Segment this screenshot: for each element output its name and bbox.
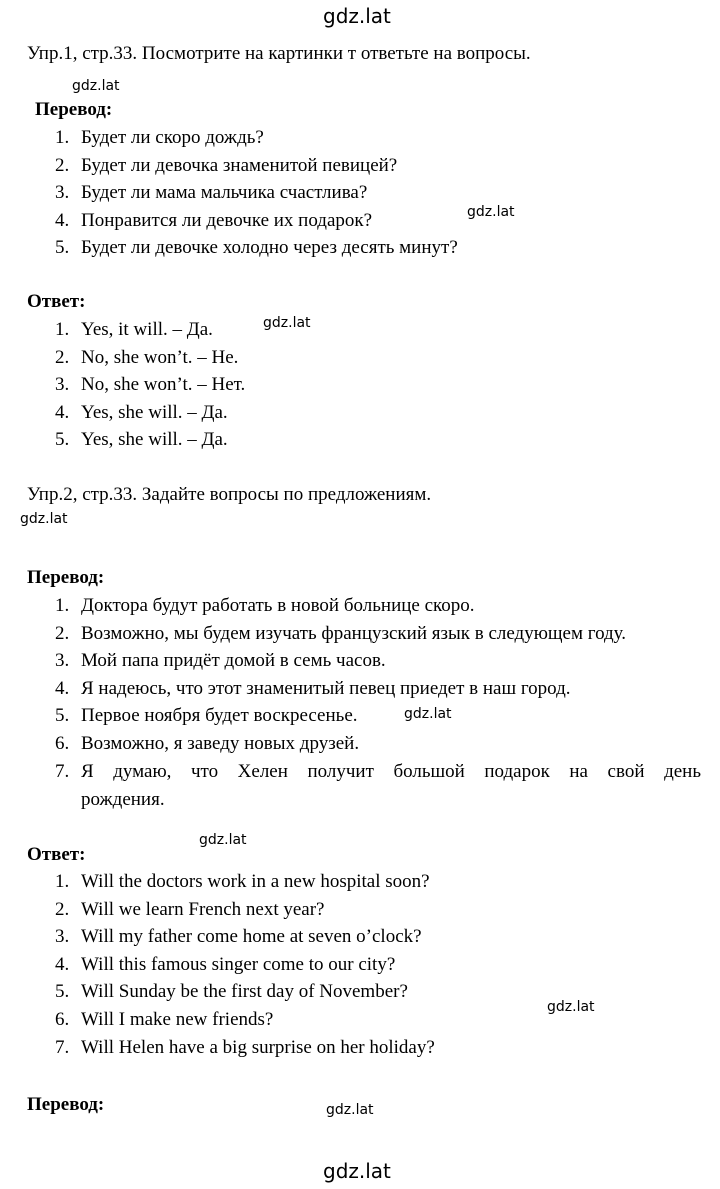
list-item: 5. Yes, she will. – Да. [55,429,228,451]
list-item: 5. Будет ли девочке холодно через десять минут? [55,237,458,259]
watermark: gdz.lat [404,706,452,722]
list-item: 3. Мой папа придёт домой в семь часов. [55,650,386,672]
list-item: 6. Will I make new friends? [55,1008,274,1030]
list-item: 2. Будет ли девочка знаменитой певицей? [55,154,398,176]
watermark: gdz.lat [199,832,247,848]
exercise-1-title: Упр.1, стр.33. Посмотрите на картинки т ответьте на вопросы. [27,43,531,64]
watermark: gdz.lat [20,511,68,527]
exercise-2-answer-heading: Ответ: [27,844,86,865]
exercise-2-title: Упр.2, стр.33. Задайте вопросы по предложениям. [27,484,432,505]
list-item: 3. Will my father come home at seven o’clock? [55,926,422,948]
exercise-1-translation-heading: Перевод: [35,99,113,120]
list-item: 1. Will the doctors work in a new hospital soon? [55,871,430,892]
list-item: 4. Yes, she will. – Да. [55,401,228,423]
list-item: 2. Will we learn French next year? [55,898,325,920]
list-item: 7. Я думаю, что Хелен получит большой подарок на свой день рождения. [55,760,701,810]
list-item: 3. Будет ли мама мальчика счастлива? [55,182,368,204]
list-item: 5. Will Sunday be the first day of November? [55,981,408,1003]
list-item: 2. No, she won’t. – Не. [55,346,239,368]
list-item: 3. No, she won’t. – Нет. [55,374,246,396]
list-item: 5. Первое ноября будет воскресенье. [55,705,358,727]
watermark-bottom: gdz.lat [323,1159,391,1183]
list-item: 1. Будет ли скоро дождь? [55,127,264,148]
list-item: 4. Я надеюсь, что этот знаменитый певец приедет в наш город. [55,677,571,699]
list-item: 4. Will this famous singer come to our city? [55,953,396,975]
watermark: gdz.lat [467,204,515,220]
exercise-2-answer-list [55,868,435,1061]
exercise-2-translation-list [55,592,701,814]
watermark: gdz.lat [72,78,120,94]
watermark-top: gdz.lat [323,4,391,28]
exercise-1-answer-heading: Ответ: [27,291,86,312]
list-item: 6. Возможно, я заведу новых друзей. [55,732,360,754]
list-item: 7. Will Helen have a big surprise on her holiday? [55,1036,435,1058]
exercise-1-answer-list [55,316,245,454]
watermark: gdz.lat [326,1102,374,1118]
exercise-1-translation-list [55,124,458,262]
exercise-2-translation-heading: Перевод: [27,567,105,588]
exercise-3-translation-heading: Перевод: [27,1094,105,1115]
list-item: 1. Yes, it will. – Да. [55,319,213,340]
list-item: 1. Доктора будут работать в новой больнице скоро. [55,595,475,616]
watermark: gdz.lat [547,999,595,1015]
watermark: gdz.lat [263,315,311,331]
list-item: 2. Возможно, мы будем изучать французский язык в следующем году. [55,622,627,644]
list-item: 4. Понравится ли девочке их подарок? [55,209,373,231]
